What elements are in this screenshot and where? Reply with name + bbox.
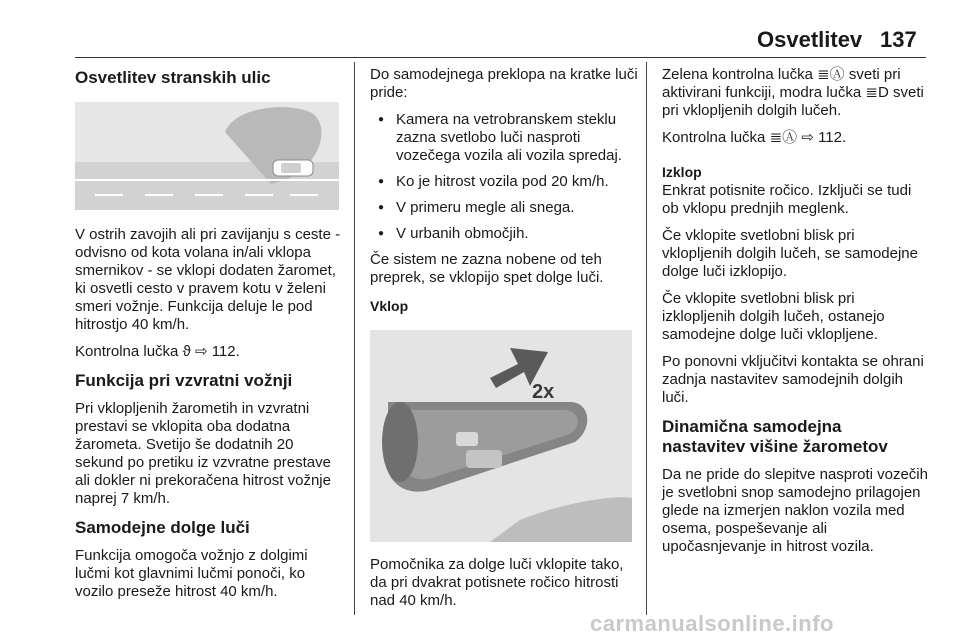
list-item: ● V urbanih območjih. <box>370 225 640 243</box>
paragraph-auto-high-beam: Funkcija omogoča vožnjo z dolgimi lučmi kot glavnimi lučmi ponoči, ko vozilo preseže hitrost 40 km/h. <box>75 547 308 600</box>
paragraph-cornering-light: V ostrih zavojih ali pri zavijanju s ceste - odvisno od kota volana in/ali vklopa smernikov - se vklopi dodaten žaromet, ki osvetli cesto v pravem kotu v želeni smeri vožnje. Funkcija deluje le pod hitrostjo 40 km/h. <box>75 226 341 333</box>
paragraph-dynamic-leveling: Da ne pride do slepitve nasproti vozečih je svetlobni snop samodejno prilagojen glede na izmerjen naklon vozila med osema, pospeševanje ali upočasnjevanje in hitrost vozila. <box>662 466 928 555</box>
page-reference: 112. <box>818 129 847 146</box>
list-item: ● Ko je hitrost vozila pod 20 km/h. <box>370 173 640 191</box>
header-rule <box>75 57 926 58</box>
high-beam-indicator-icon: ≣D <box>865 84 889 101</box>
column-divider-1 <box>354 62 355 615</box>
switch-conditions-list <box>370 111 640 243</box>
column-2 <box>370 64 640 619</box>
cornering-light-illustration <box>75 102 339 210</box>
indicator-green-label: Zelena kontrolna lučka <box>662 66 813 83</box>
subheading-activation: Vklop <box>370 298 409 314</box>
paragraph-deactivation-3: Če vklopite svetlobni blisk pri izklopljenih dolgih lučeh, ostanejo samodejne dolge luči vklopljene. <box>662 290 885 343</box>
column-divider-2 <box>646 62 647 615</box>
paragraph-switch-intro: Do samodejnega preklopa na kratke luči pride: <box>370 66 638 101</box>
paragraph-reverse: Pri vklopljenih žarometih in vzvratni prestavi se vklopita oba dodatna žarometa. Svetijo še dodatnih 20 sekund po pretiku iz vzvratne prestave ali dokler ni prekoračena hitrost vožnje naprej 7 km/h. <box>75 400 331 507</box>
push-twice-label: 2x <box>532 381 555 403</box>
indicator-reference-cornering <box>75 343 343 361</box>
list-item: ● V primeru megle ali snega. <box>370 199 640 217</box>
watermark: carmanualsonline.info <box>590 611 834 636</box>
page-reference: 112. <box>211 343 240 360</box>
section-heading-dynamic-leveling: Dinamična samodejna nastavitev višine žarometov <box>662 417 888 456</box>
section-heading-reverse: Funkcija pri vzvratni vožnji <box>75 371 293 390</box>
auto-high-beam-indicator-icon: ≣Ⓐ <box>817 66 845 83</box>
indicator-green-text: sveti pri aktivirani funkciji, modra lučka <box>662 66 901 101</box>
page-reference-arrow-icon: ⇨ <box>801 129 814 146</box>
paragraph-deactivation-1: Enkrat potisnite ročico. Izključi se tudi ob vklopu prednjih meglenk. <box>662 182 912 217</box>
indicator-reference-label: Kontrolna lučka <box>75 343 179 360</box>
indicator-reference-high-beam <box>662 129 928 147</box>
indicator-blue-text: sveti pri vklopljenih dolgih lučeh. <box>662 84 924 119</box>
page-reference-arrow-icon: ⇨ <box>194 343 208 360</box>
section-heading-cornering-light: Osvetlitev stranskih ulic <box>75 68 271 87</box>
paragraph-deactivation-2: Če vklopite svetlobni blisk pri vklopljenih dolgih lučeh, se samodejne dolge luči izklopijo. <box>662 227 918 280</box>
paragraph-indicator-lights <box>662 66 928 120</box>
lever-push-illustration <box>370 330 632 542</box>
column-3 <box>662 64 928 565</box>
cornering-light-icon: ϑ <box>182 343 191 360</box>
paragraph-reactivation: Če sistem ne zazna nobene od teh preprek, se vklopijo spet dolge luči. <box>370 251 604 286</box>
figure-caption-lever: Pomočnika za dolge luči vklopite tako, da pri dvakrat potisnete ročico hitrosti nad 40 km/h. <box>370 556 624 609</box>
auto-high-beam-indicator-icon: ≣Ⓐ <box>769 129 798 146</box>
paragraph-deactivation-4: Po ponovni vključitvi kontakta se ohrani zadnja nastavitev samodejnih dolgih luči. <box>662 353 924 406</box>
column-1 <box>75 64 343 610</box>
indicator-reference-label: Kontrolna lučka <box>662 129 766 146</box>
running-header-title: Osvetlitev <box>757 27 863 52</box>
section-heading-auto-high-beam: Samodejne dolge luči <box>75 518 250 537</box>
page-number: 137 <box>880 27 917 52</box>
subheading-deactivation: Izklop <box>662 164 702 180</box>
list-item: ● Kamera na vetrobranskem steklu zazna svetlobo luči nasproti vozečega vozila ali vozila spredaj. <box>370 111 640 165</box>
